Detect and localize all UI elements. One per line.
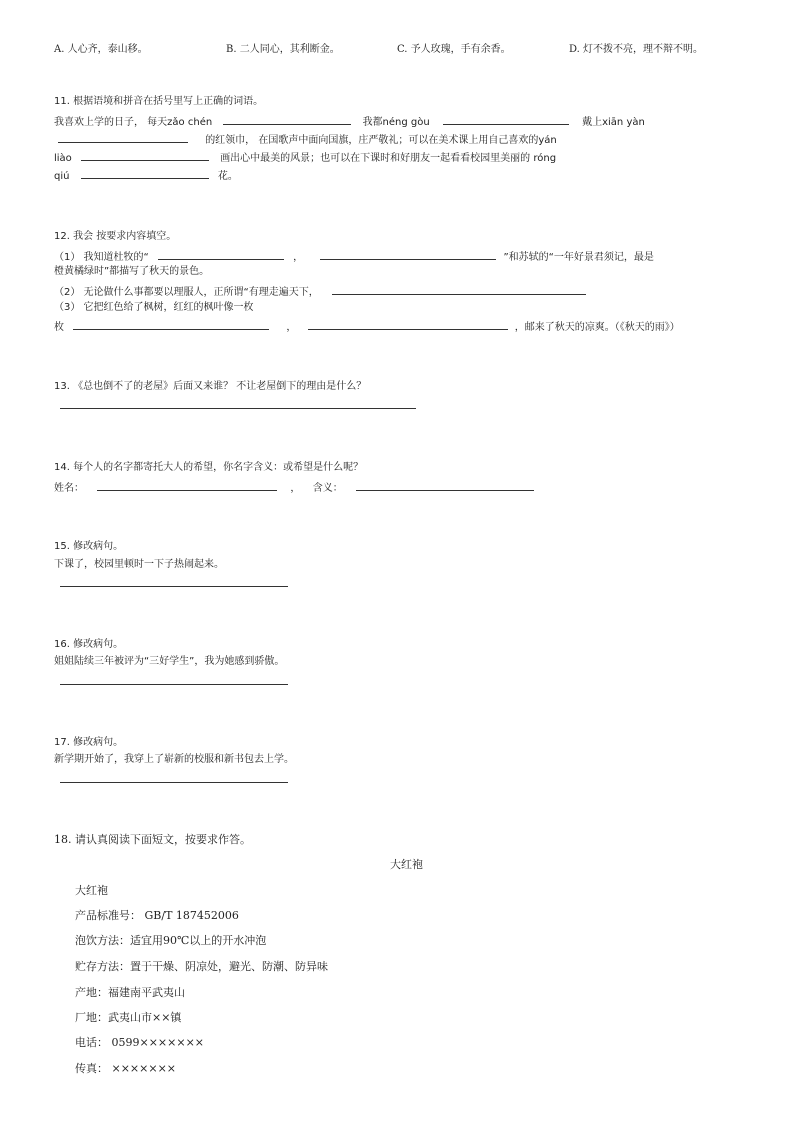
q11-text: qiú — [54, 171, 70, 182]
q12-text: ， — [286, 322, 297, 333]
q12-line-3: （3） 它把红色给了枫树，红红的枫叶像一枚 — [54, 302, 254, 313]
q11-line-3 — [54, 149, 556, 166]
q17-title: 17. 修改病句。 — [54, 737, 124, 748]
answer-blank[interactable] — [332, 283, 586, 295]
option-b: B. 二人同心，其利断金。 — [226, 44, 340, 55]
q11-text: 戴上xiān yàn — [582, 117, 645, 128]
q12-line-1b: 橙黄橘绿时”都描写了秋天的景色。 — [54, 266, 210, 277]
q13-title: 13. 《总也倒不了的老屋》后面又来谁？ 不让老屋倒下的理由是什么？ — [54, 381, 367, 392]
q12-text: （2） 无论做什么事都要以理服人，正所谓“有理走遍天下， — [54, 287, 319, 298]
q16-title: 16. 修改病句。 — [54, 639, 124, 650]
option-a: A. 人心齐，泰山移。 — [54, 44, 148, 55]
q15-title: 15. 修改病句。 — [54, 541, 124, 552]
answer-blank[interactable] — [81, 167, 209, 179]
q14-sep: ， — [290, 483, 301, 494]
factory-address: 厂地：武夷山市××镇 — [75, 1011, 182, 1024]
answer-blank[interactable] — [308, 318, 508, 330]
q11-line-2 — [54, 131, 557, 148]
q12-title: 12. 我会 按要求内容填空。 — [54, 231, 177, 242]
phone: 电话： 0599××××××× — [75, 1036, 205, 1049]
q11-text: 我喜欢上学的日子， 每天zǎo chén — [54, 117, 213, 128]
q11-text: 画出心中最美的风景；也可以在下课时和好朋友一起看看校园里美丽的 róng — [220, 153, 557, 164]
q11-text: 的红领巾， 在国歌声中面向国旗，庄严敬礼；可以在美术课上用自己喜欢的yán — [205, 135, 557, 146]
q12-line-2 — [54, 283, 586, 300]
q12-text: ”和苏轼的“一年好景君须记，最是 — [503, 252, 654, 263]
q18-title: 18. 请认真阅读下面短文，按要求作答。 — [54, 833, 251, 846]
q15-sentence: 下课了，校园里顿时一下子热闹起来。 — [54, 559, 224, 570]
q11-text: liào — [54, 153, 72, 164]
q12-text: （1） 我知道杜牧的“ — [54, 252, 149, 263]
name-label: 姓名： — [54, 483, 84, 494]
brewing-method: 泡饮方法：适宜用90℃以上的开水冲泡 — [75, 934, 267, 947]
passage-heading: 大红袍 — [390, 858, 423, 871]
answer-blank[interactable] — [73, 318, 269, 330]
q12-text: ， — [293, 252, 304, 263]
answer-line[interactable] — [60, 586, 288, 587]
answer-blank[interactable] — [223, 113, 351, 125]
product-standard: 产品标准号： GB/T 187452006 — [75, 909, 239, 922]
q14-line — [54, 479, 534, 496]
fax: 传真： ××××××× — [75, 1062, 177, 1075]
option-d: D. 灯不拨不亮，理不辩不明。 — [569, 44, 704, 55]
meaning-label: 含义： — [312, 483, 343, 494]
answer-line[interactable] — [60, 782, 288, 783]
q12-text: 枚 — [54, 322, 64, 333]
option-c: C. 予人玫瑰，手有余香。 — [397, 44, 511, 55]
answer-blank[interactable] — [58, 131, 188, 143]
answer-blank[interactable] — [81, 149, 209, 161]
storage-method: 贮存方法：置于干燥、阴凉处，避光、防潮、防异味 — [75, 960, 328, 973]
q14-title: 14. 每个人的名字都寄托大人的希望，你名字含义：或希望是什么呢？ — [54, 462, 364, 473]
q11-line-1 — [54, 113, 645, 130]
q12-line-1 — [54, 248, 654, 265]
answer-line[interactable] — [60, 684, 288, 685]
answer-blank[interactable] — [443, 113, 569, 125]
q11-line-4 — [54, 167, 238, 184]
q12-line-4 — [54, 318, 680, 335]
q17-sentence: 新学期开始了，我穿上了崭新的校服和新书包去上学。 — [54, 754, 294, 765]
answer-blank[interactable] — [158, 248, 284, 260]
meaning-blank[interactable] — [356, 479, 534, 491]
origin: 产地：福建南平武夷山 — [75, 986, 185, 999]
q11-title: 11. 根据语境和拼音在括号里写上正确的词语。 — [54, 96, 264, 107]
product-name: 大红袍 — [75, 884, 108, 897]
q11-text: 花。 — [217, 171, 238, 182]
answer-line[interactable] — [60, 408, 416, 409]
q16-sentence: 姐姐陆续三年被评为“三好学生”，我为她感到骄傲。 — [54, 656, 285, 667]
answer-blank[interactable] — [320, 248, 496, 260]
q11-text: 我都néng gòu — [362, 117, 430, 128]
name-blank[interactable] — [97, 479, 277, 491]
q12-text: ，邮来了秋天的凉爽。（《秋天的雨》） — [514, 322, 680, 333]
